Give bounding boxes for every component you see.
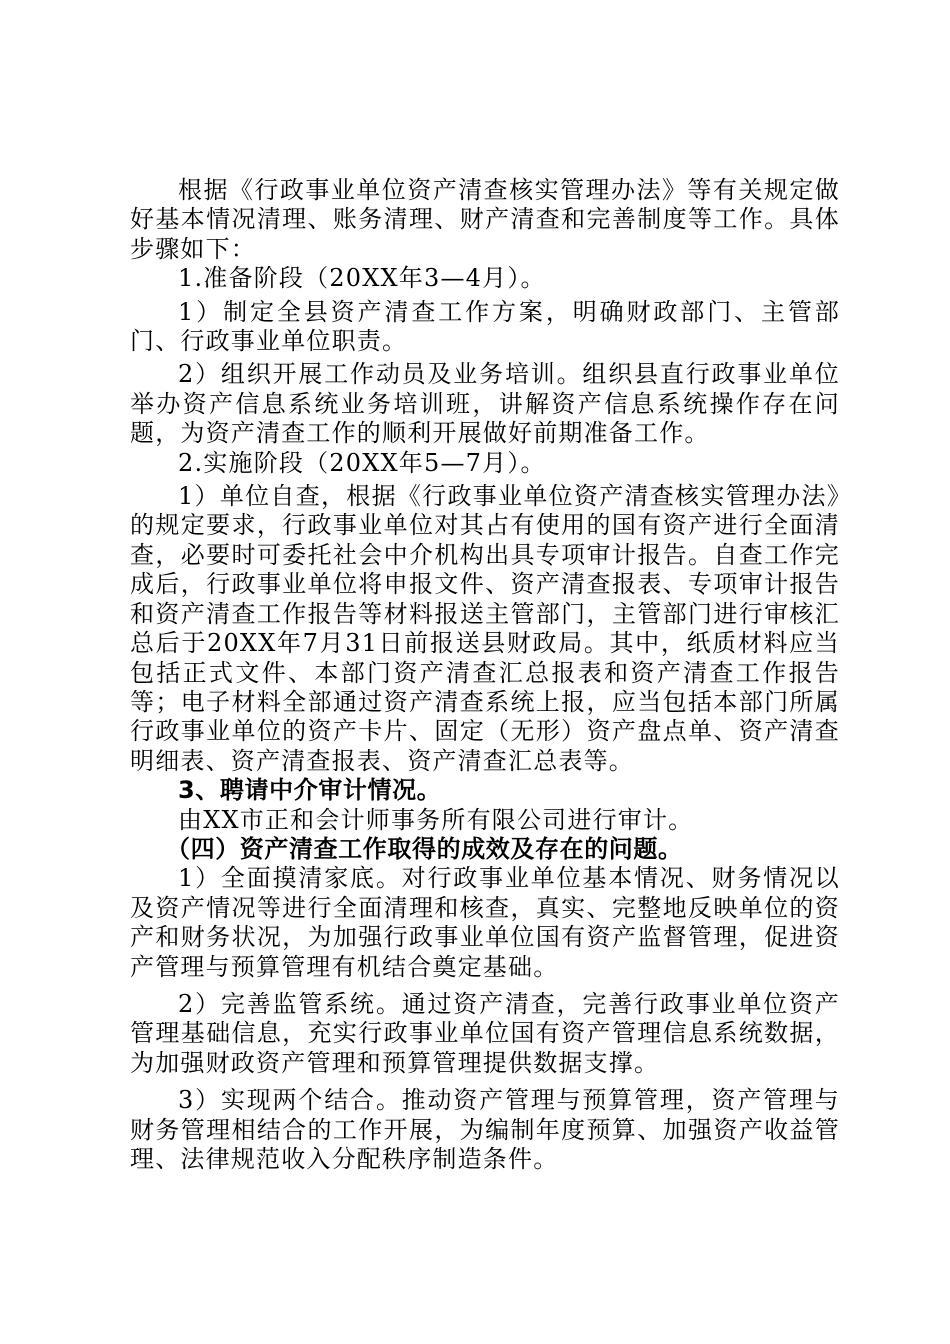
stage-1-item-2: 2）组织开展工作动员及业务培训。组织县直行政事业单位举办资产信息系统业务培训班，讲解资产信息系统操作存在问题，为资产清查工作的顺利开展做好前期准备工作。 xyxy=(130,360,840,448)
section-3-heading: 3、聘请中介审计情况。 xyxy=(178,776,442,805)
stage-2-heading: 2.实施阶段（20XX年5—7月）。 xyxy=(178,448,546,477)
stage-1-item-1: 1）制定全县资产清查工作方案，明确财政部门、主管部门、行政事业单位职责。 xyxy=(130,297,840,356)
section-4-heading: （四）资产清查工作取得的成效及存在的问题。 xyxy=(166,834,683,863)
document-body xyxy=(130,176,840,1174)
result-item-3: 3）实现两个结合。推动资产管理与预算管理，资产管理与财务管理相结合的工作开展，为编制年度预算、加强资产收益管理、法律规范收入分配秩序制造条件。 xyxy=(130,1086,840,1173)
intro-paragraph: 根据《行政事业单位资产清查核实管理办法》等有关规定做好基本情况清理、账务清理、财产清查和完善制度等工作。具体步骤如下： xyxy=(130,176,840,263)
result-item-1: 1）全面摸清家底。对行政事业单位基本情况、财务情况以及资产情况等进行全面清理和核查，真实、完整地反映单位的资产和财务状况，为加强行政事业单位国有资产监督管理，促进资产管理与预算管理有机结合奠定基础。 xyxy=(130,864,840,981)
result-item-2: 2）完善监管系统。通过资产清查，完善行政事业单位资产管理基础信息，充实行政事业单位国有资产管理信息系统数据，为加强财政资产管理和预算管理提供数据支撑。 xyxy=(130,989,840,1077)
audit-paragraph: 由XX市正和会计师事务所有限公司进行审计。 xyxy=(178,805,694,834)
stage-2-item-1: 1）单位自查，根据《行政事业单位资产清查核实管理办法》的规定要求，行政事业单位对其占有使用的国有资产进行全面清查，必要时可委托社会中介机构出具专项审计报告。自查工作完成后，行政事业单位将申报文件、资产清查报表、专项审计报告和资产清查工作报告等材料报送主管部门，主管部门进行审核汇总后于20XX年7月31日前报送县财政局。其中，纸质材料应当包括正式文件、本部门资产清查汇总报表和资产清查工作报告等；电子材料全部通过资产清查系统上报，应当包括本部门所属行政事业单位的资产卡片、固定（无形）资产盘点单、资产清查明细表、资产清查报表、资产清查汇总表等。 xyxy=(130,482,840,775)
stage-1-heading: 1.准备阶段（20XX年3—4月）。 xyxy=(178,264,546,293)
